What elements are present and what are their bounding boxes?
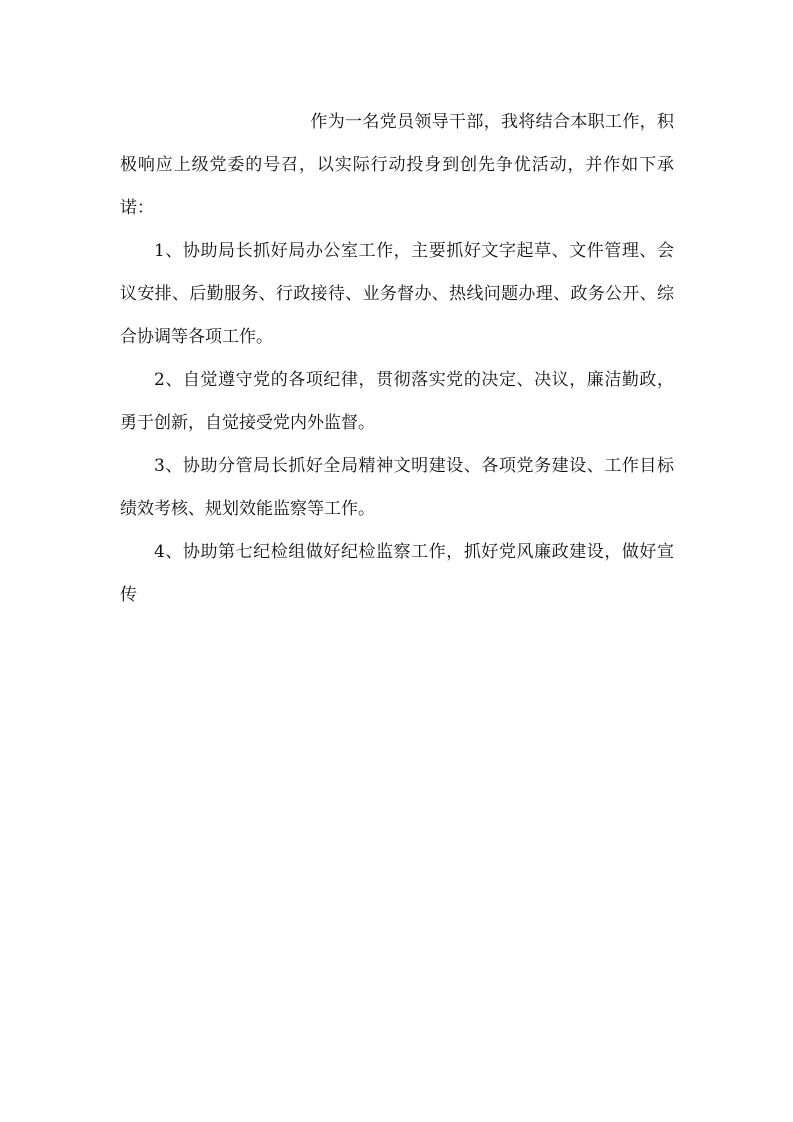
- paragraph-intro: 作为一名党员领导干部，我将结合本职工作，积极响应上级党委的号召，以实际行动投身到创先争优活动，并作如下承诺：: [120, 112, 674, 218]
- paragraph-pledge-2: 2、自觉遵守党的各项纪律，贯彻落实党的决定、决议，廉洁勤政，勇于创新，自觉接受党内外监督。: [120, 370, 674, 433]
- paragraph-pledge-1: 1、协助局长抓好局办公室工作，主要抓好文字起草、文件管理、会议安排、后勤服务、行政接待、业务督办、热线问题办理、政务公开、综合协调等各项工作。: [120, 241, 674, 347]
- paragraph-pledge-4: 4、协助第七纪检组做好纪检监察工作，抓好党风廉政建设，做好宣传: [120, 542, 674, 605]
- paragraph-pledge-3: 3、协助分管局长抓好全局精神文明建设、各项党务建设、工作目标绩效考核、规划效能监察等工作。: [120, 456, 674, 519]
